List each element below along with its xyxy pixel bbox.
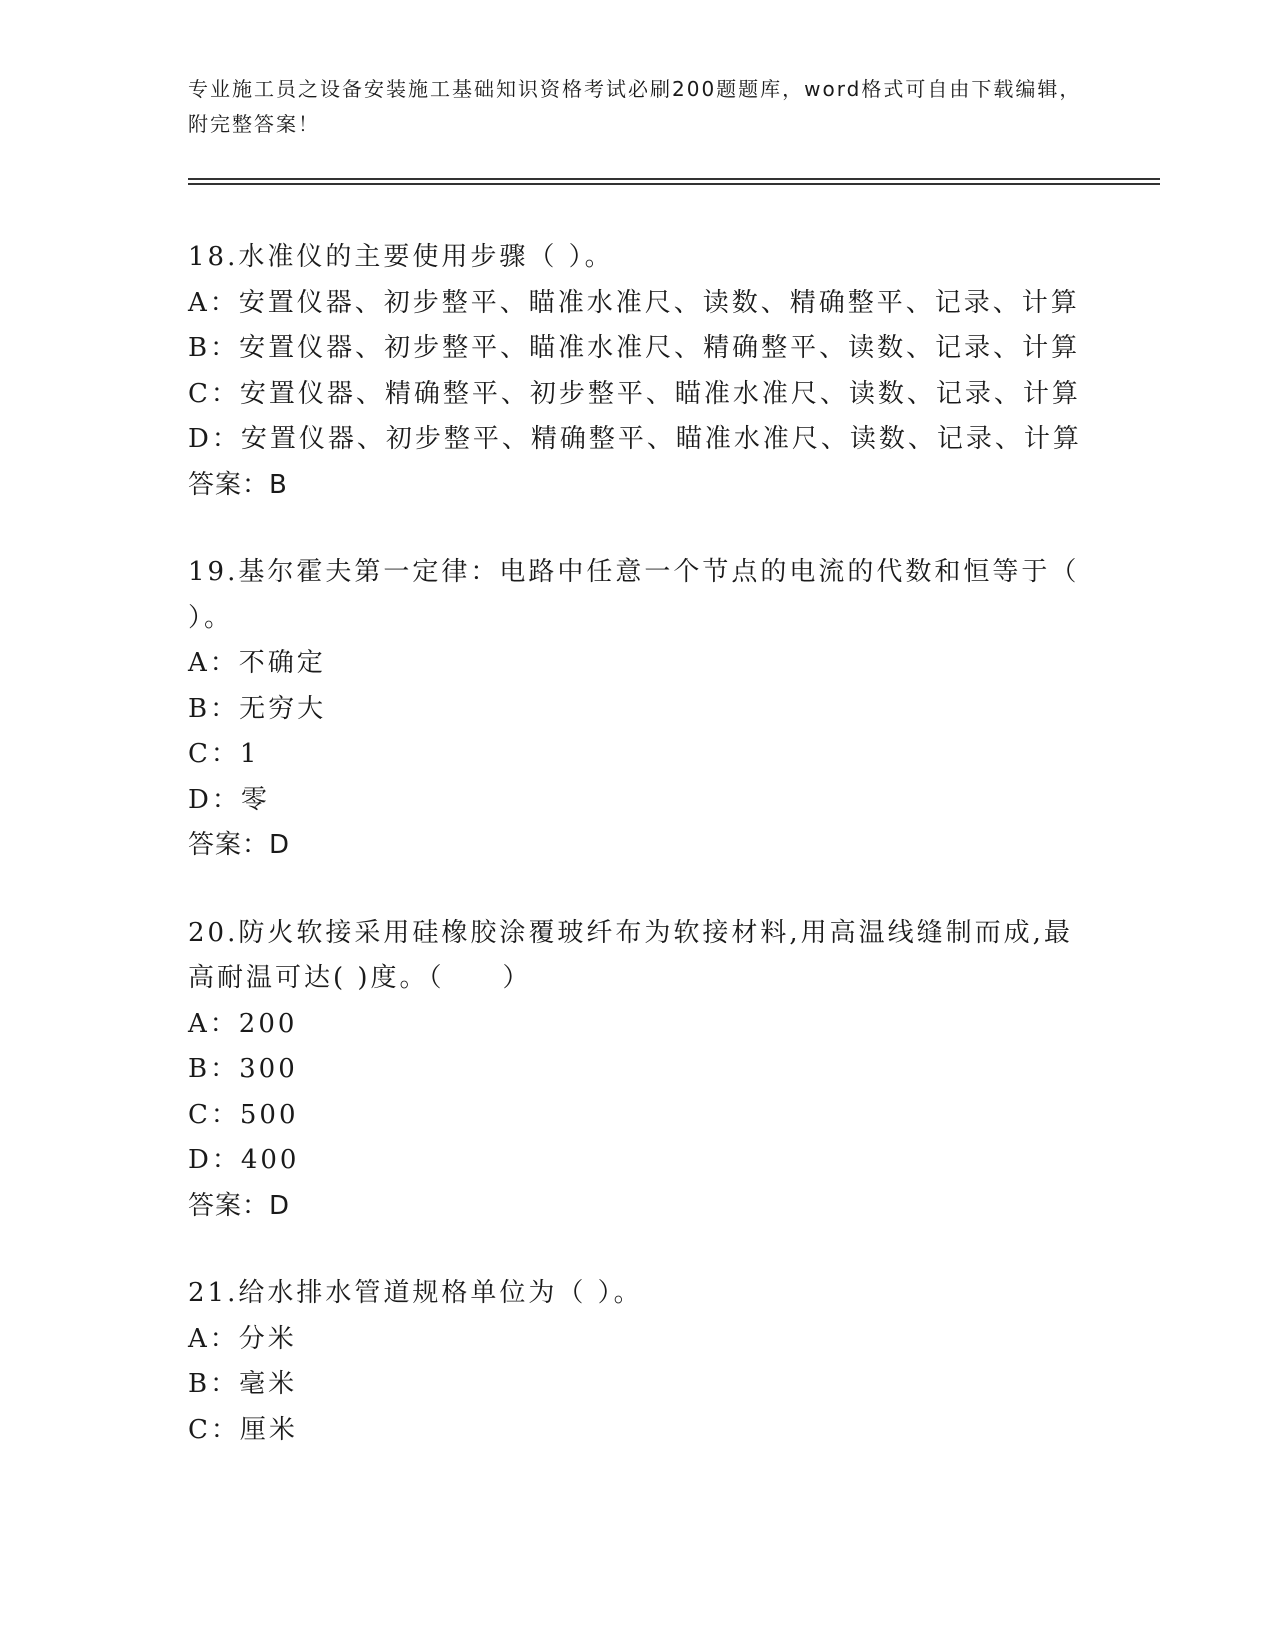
- option-c: C：1: [188, 739, 260, 769]
- question-stem: 18.水准仪的主要使用步骤（ ）。: [188, 242, 614, 272]
- answer-label: 答案：D: [188, 830, 291, 860]
- question-21: [188, 1271, 1088, 1453]
- option-c: C：500: [188, 1099, 299, 1130]
- option-d: D：零: [188, 784, 270, 815]
- option-a: A：分米: [188, 1323, 297, 1354]
- option-c: C：安置仪器、精确整平、初步整平、瞄准水准尺、读数、记录、计算: [188, 378, 1081, 409]
- question-20: [188, 911, 1088, 1230]
- answer-label: 答案：D: [188, 1190, 291, 1221]
- header-divider-bottom: [188, 183, 1160, 185]
- option-b: B：安置仪器、初步整平、瞄准水准尺、精确整平、读数、记录、计算: [188, 333, 1081, 363]
- question-list: [188, 235, 1088, 1495]
- question-stem: 19.基尔霍夫第一定律：电路中任意一个节点的电流的代数和恒等于（ ）。: [188, 557, 1080, 633]
- option-a: A：安置仪器、初步整平、瞄准水准尺、读数、精确整平、记录、计算: [188, 287, 1080, 318]
- question-stem: 20.防火软接采用硅橡胶涂覆玻纤布为软接材料,用高温线缝制而成,最高耐温可达( )度。（ ）: [188, 917, 1073, 993]
- option-d: D：400: [188, 1145, 300, 1175]
- question-19: [188, 550, 1088, 869]
- option-a: A：200: [188, 1008, 298, 1039]
- question-18: [188, 235, 1088, 508]
- question-stem: 21.给水排水管道规格单位为（ ）。: [188, 1278, 643, 1308]
- option-a: A：不确定: [188, 648, 326, 678]
- option-b: B：无穷大: [188, 693, 327, 724]
- answer-label: 答案：B: [188, 469, 288, 500]
- option-d: D：安置仪器、初步整平、精确整平、瞄准水准尺、读数、记录、计算: [188, 424, 1082, 454]
- header-divider-top: [188, 178, 1160, 180]
- option-b: B：毫米: [188, 1369, 298, 1399]
- option-c: C：厘米: [188, 1414, 298, 1445]
- option-b: B：300: [188, 1054, 298, 1084]
- document-header: 专业施工员之设备安装施工基础知识资格考试必刷200题题库，word格式可自由下载编辑，附完整答案！: [188, 77, 1082, 136]
